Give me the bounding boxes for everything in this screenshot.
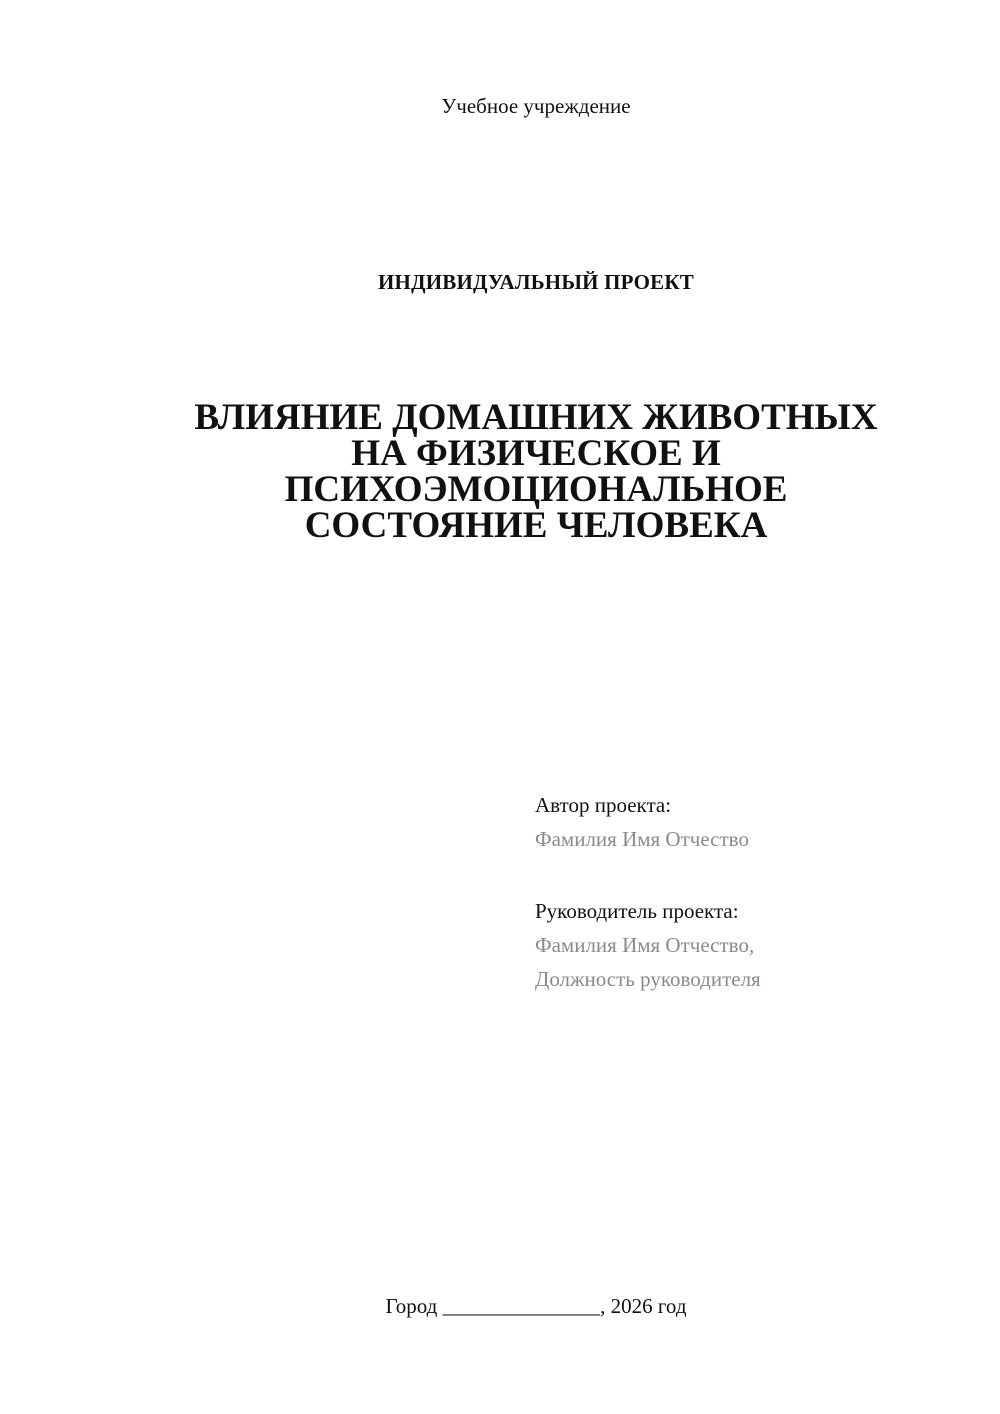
project-title-line: ВЛИЯНИЕ ДОМАШНИХ ЖИВОТНЫХ (194, 397, 878, 438)
supervisor-position: Должность руководителя (535, 967, 761, 991)
author-block (535, 788, 749, 856)
institution-name: Учебное учреждение (441, 94, 631, 118)
project-title (0, 397, 1000, 546)
supervisor-label: Руководитель проекта: (535, 899, 739, 923)
author-label: Автор проекта: (535, 793, 672, 817)
project-type-heading: ИНДИВИДУАЛЬНЫЙ ПРОЕКТ (378, 270, 694, 294)
city-year-line: Город _______________, 2026 год (385, 1294, 687, 1318)
supervisor-block (535, 894, 761, 996)
project-title-line: СОСТОЯНИЕ ЧЕЛОВЕКА (304, 505, 768, 546)
supervisor-name: Фамилия Имя Отчество, (535, 933, 755, 957)
author-name: Фамилия Имя Отчество (535, 827, 749, 851)
project-title-line: ПСИХОЭМОЦИОНАЛЬНОЕ (284, 469, 788, 510)
project-title-line: НА ФИЗИЧЕСКОЕ И (351, 433, 721, 474)
